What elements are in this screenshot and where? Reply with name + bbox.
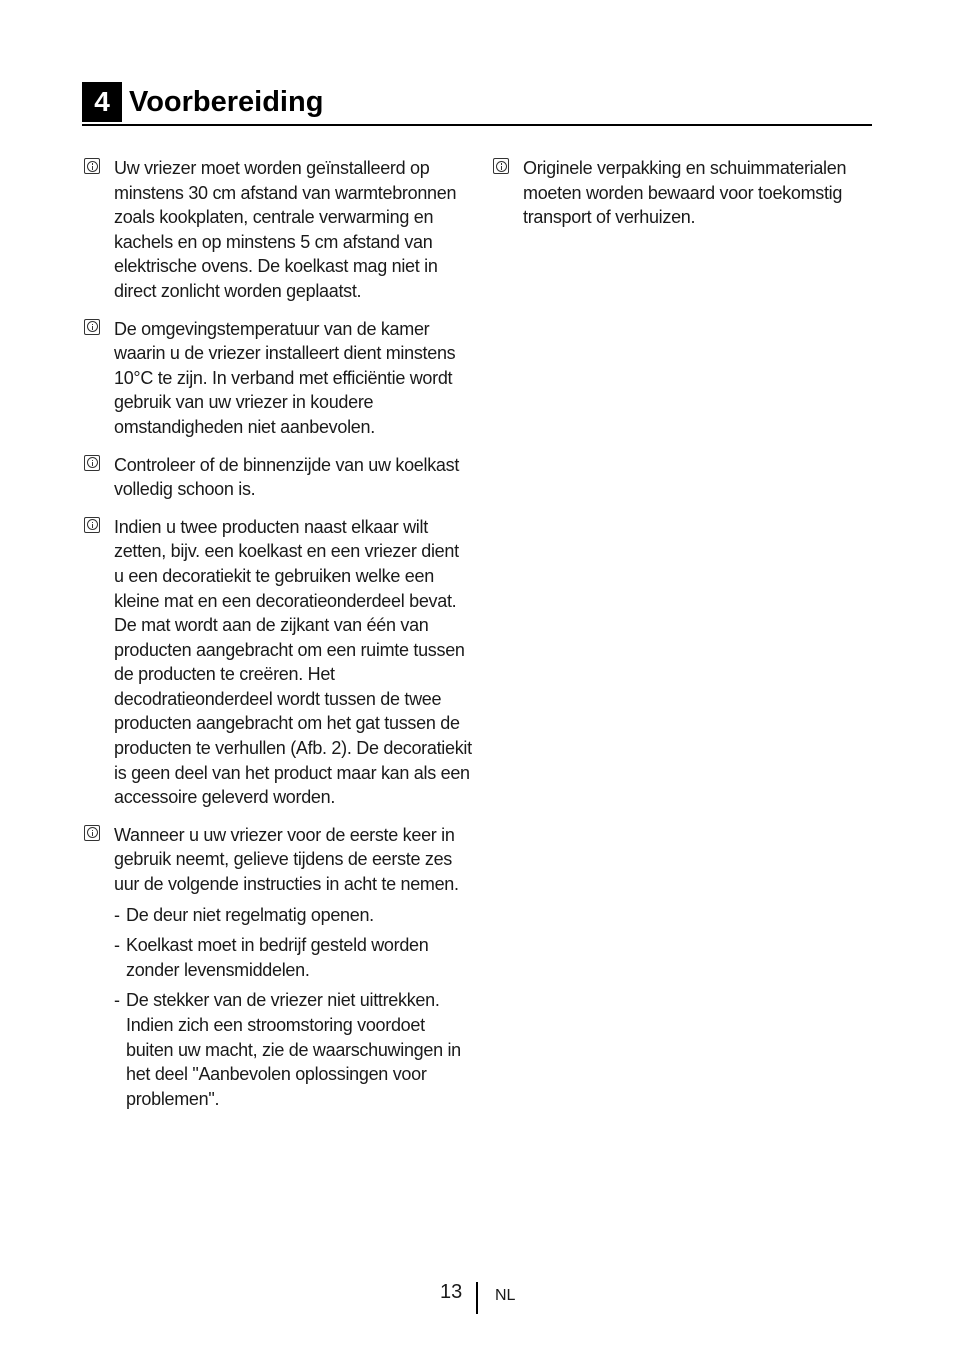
note-text: Indien u twee producten naast elkaar wilt zetten, bijv. een koelkast en een vriezer dient u een decoratiekit te gebruiken welke een kleine mat en een decoratieonderdeel bevat. De mat wordt aan de zijkant van één van producten aangebracht om een ruimte tussen de producten te creëren. Het decodratieonderdeel wordt tussen de twee producten aangebracht om het gat tussen de producten te verhullen (Afb. 2). De decoratiekit is geen deel van het product maar kan als een accessoire geleverd worden. [114,516,472,808]
info-icon [84,517,100,533]
note-item [82,515,472,810]
note-item [491,156,881,230]
section-title: Voorbereiding [129,86,324,118]
info-icon [84,158,100,174]
list-item: - De stekker van de vriezer niet uittrekken. Indien zich een stroomstoring voordoet buiten uw macht, zie de waarschuwingen in het deel "Aanbevolen oplossingen voor problemen". [114,988,472,1111]
info-icon [84,825,100,841]
note-item [82,317,472,440]
note-text: Originele verpakking en schuimmaterialen moeten worden bewaard voor toekomstig transport of verhuizen. [523,158,847,228]
section-header [82,82,872,126]
note-text: De omgevingstemperatuur van de kamer waarin u de vriezer installeert dient minstens 10°C te zijn. In verband met efficiëntie wordt gebruik van uw vriezer in koudere omstandigheden niet aanbevolen. [114,318,456,437]
note-text: Uw vriezer moet worden geïnstalleerd op minstens 30 cm afstand van warmtebronnen zoals kookplaten, centrale verwarming en kachels en op minstens 5 cm afstand van elektrische ovens. De koelkast mag niet in direct zonlicht worden geplaatst. [114,158,457,301]
instruction-list [114,903,472,1112]
note-text: Wanneer u uw vriezer voor de eerste keer in gebruik neemt, gelieve tijdens de eerste zes uur de volgende instructies in acht te nemen. [114,824,459,895]
note-text: Controleer of de binnenzijde van uw koelkast volledig schoon is. [114,454,460,500]
note-item [82,453,472,502]
right-column [491,156,881,243]
language-code: NL [495,1287,516,1304]
note-item [82,823,472,1112]
info-icon [493,158,509,174]
page-number: 13 [440,1281,463,1303]
left-column [82,156,472,1124]
info-icon [84,455,100,471]
footer-divider [476,1282,478,1314]
list-item: - Koelkast moet in bedrijf gesteld worden zonder levensmiddelen. [114,933,472,982]
note-item [82,156,472,304]
list-item: - De deur niet regelmatig openen. [114,903,472,928]
section-number: 4 [82,82,122,122]
info-icon [84,319,100,335]
